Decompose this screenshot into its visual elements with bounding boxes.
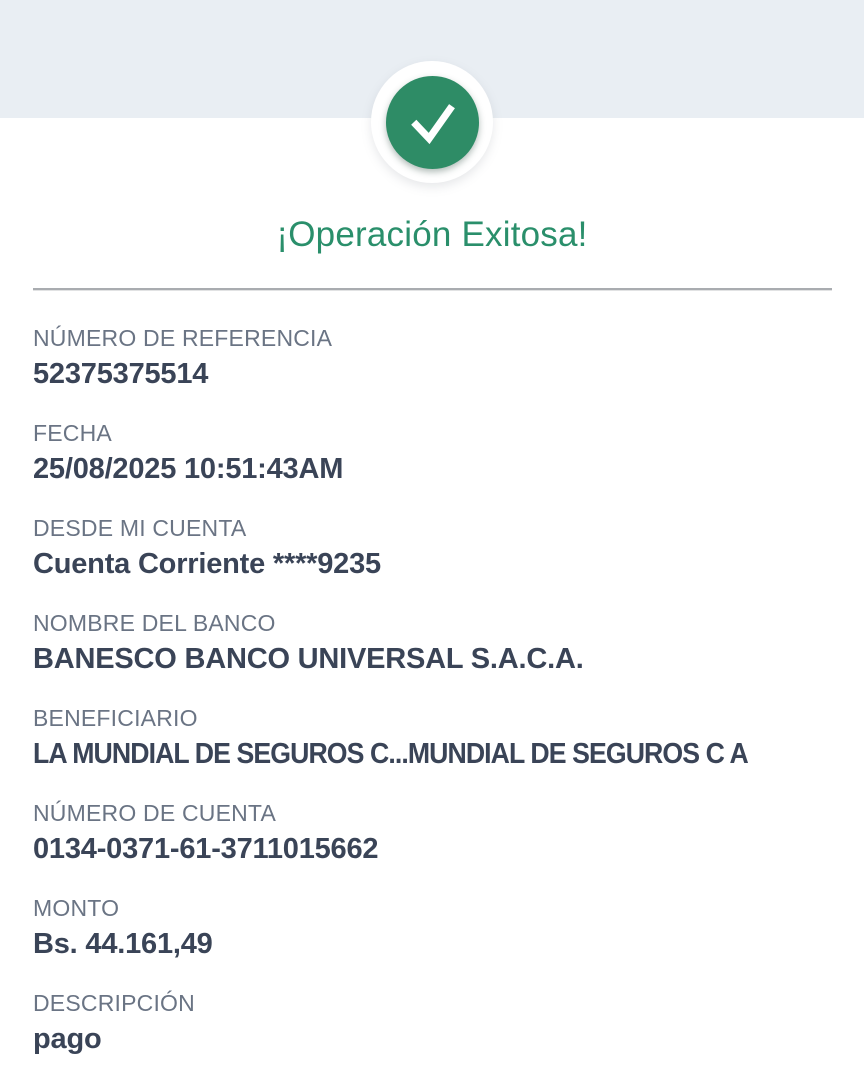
field-value: LA MUNDIAL DE SEGUROS C...MUNDIAL DE SEGUROS C A bbox=[33, 738, 748, 770]
field-label: NÚMERO DE REFERENCIA bbox=[33, 325, 333, 351]
field-value: BANESCO BANCO UNIVERSAL S.A.C.A. bbox=[33, 643, 584, 675]
field-bank-name bbox=[33, 609, 832, 676]
field-label: FECHA bbox=[33, 420, 112, 446]
field-amount bbox=[33, 894, 832, 961]
field-date bbox=[33, 419, 832, 486]
field-value: 52375375514 bbox=[33, 358, 209, 390]
field-value: Cuenta Corriente ****9235 bbox=[33, 548, 381, 580]
field-label: NOMBRE DEL BANCO bbox=[33, 610, 276, 636]
field-account-number bbox=[33, 799, 832, 866]
field-value: Bs. 44.161,49 bbox=[33, 928, 213, 960]
receipt-fields bbox=[0, 290, 864, 1056]
field-label: BENEFICIARIO bbox=[33, 705, 198, 731]
field-label: NÚMERO DE CUENTA bbox=[33, 800, 277, 826]
field-value: 25/08/2025 10:51:43AM bbox=[33, 453, 344, 485]
field-value: pago bbox=[33, 1023, 102, 1055]
field-reference-number bbox=[33, 324, 832, 391]
field-value: 0134-0371-61-3711015662 bbox=[33, 833, 379, 865]
field-beneficiary bbox=[33, 704, 832, 771]
field-label: DESCRIPCIÓN bbox=[33, 990, 195, 1016]
field-source-account bbox=[33, 514, 832, 581]
field-description bbox=[33, 989, 832, 1056]
field-label: MONTO bbox=[33, 895, 120, 921]
field-label: DESDE MI CUENTA bbox=[33, 515, 247, 541]
status-title: ¡Operación Exitosa! bbox=[276, 215, 588, 254]
